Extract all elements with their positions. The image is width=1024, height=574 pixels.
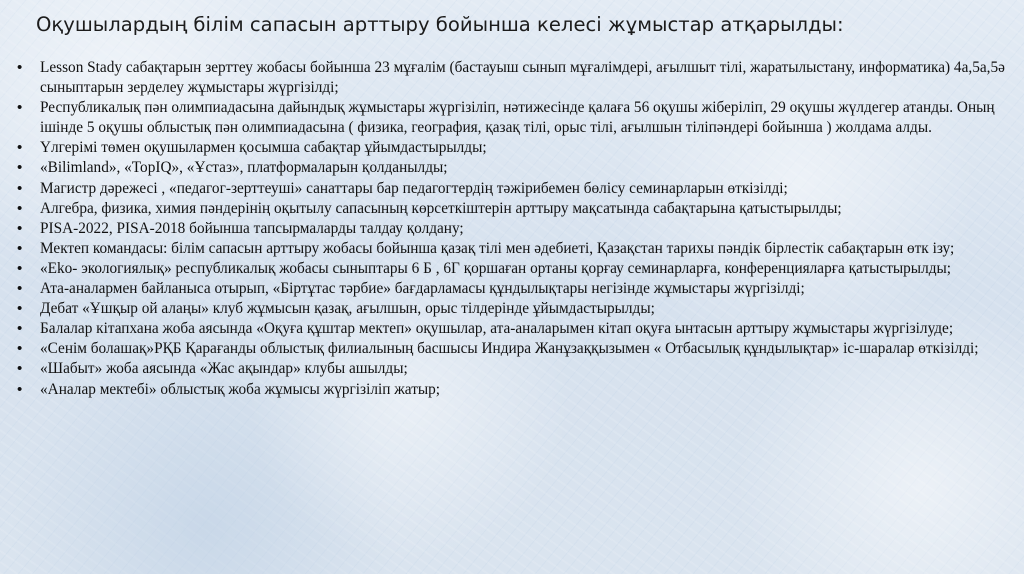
bullet-item: • Мектеп командасы: білім сапасын арттыру жобасы бойынша қазақ тілі мен әдебиеті, Қазақстан тарихы пәндік бірлестік сабақтарын өтк ізу; <box>16 239 1016 259</box>
bullet-item: • Үлгерімі төмен оқушылармен қосымша сабақтар ұйымдастырылды; <box>16 138 1016 158</box>
bullet-item: • Балалар кітапхана жоба аясында «Оқуға құштар мектеп» оқушылар, ата-аналарымен кітап оқуға ынтасын арттыру жұмыстары жүргізілуде; <box>16 319 1016 339</box>
bullet-list <box>16 58 1016 400</box>
bullet-item: • Республикалық пән олимпиадасына дайындық жұмыстары жүргізіліп, нәтижесінде қалаға 56 оқушы жіберіліп, 29 оқушы жүлдегер атанды. Оның ішінде 5 оқушы облыстық пән олимпиадасына ( физика, география, қазақ тілі, орыс тілі, ағылшын тіліпәндері бойынша ) жолдама алды. <box>16 98 1016 138</box>
bullet-item: • Дебат «Ұшқыр ой алаңы» клуб жұмысын қазақ, ағылшын, орыс тілдерінде ұйымдастырылды; <box>16 299 1016 319</box>
bullet-item: • Алгебра, физика, химия пәндерінің оқытылу сапасының көрсеткіштерін арттыру мақсатында сабақтарына қатыстырылды; <box>16 199 1016 219</box>
slide-title: Оқушылардың білім сапасын арттыру бойынша келесі жұмыстар атқарылды: <box>36 13 844 36</box>
bullet-item: • «Аналар мектебі» облыстық жоба жұмысы жүргізіліп жатыр; <box>16 380 1016 400</box>
bullet-item: • Ата-аналармен байланыса отырып, «Біртұтас тәрбие» бағдарламасы құндылықтары негізінде жұмыстары жүргізілді; <box>16 279 1016 299</box>
bullet-item: • «Сенім болашақ»РҚБ Қарағанды облыстық филиалының басшысы Индира Жанұзаққызымен « Отбасылық құндылықтар» іс-шаралар өткізілді; <box>16 339 1016 359</box>
bullet-item: • PISA-2022, PISA-2018 бойынша тапсырмаларды талдау қолдану; <box>16 219 1016 239</box>
bullet-item: • «Еkо- экологиялық» республикалық жобасы сыныптары 6 Б , 6Г қоршаған ортаны қорғау семинарларға, конференцияларға қатыстырылды; <box>16 259 1016 279</box>
bullet-item: • «Шабыт» жоба аясында «Жас ақындар» клубы ашылды; <box>16 359 1016 379</box>
bullet-item: • Lesson Stady сабақтарын зерттеу жобасы бойынша 23 мұғалім (бастауыш сынып мұғалімдері, ағылшыт тілі, жаратылыстану, информатика) 4а,5а,5ә сыныптарын зерделеу жұмыстары жүргізілді; <box>16 58 1016 98</box>
bullet-item: • «Bilimland», «TopIQ», «Ұстаз», платформаларын қолданылды; <box>16 158 1016 178</box>
bullet-item: • Магистр дәрежесі , «педагог-зерттеуші» санаттары бар педагогтердің тәжірибемен бөлісу семинарларын өткізілді; <box>16 179 1016 199</box>
